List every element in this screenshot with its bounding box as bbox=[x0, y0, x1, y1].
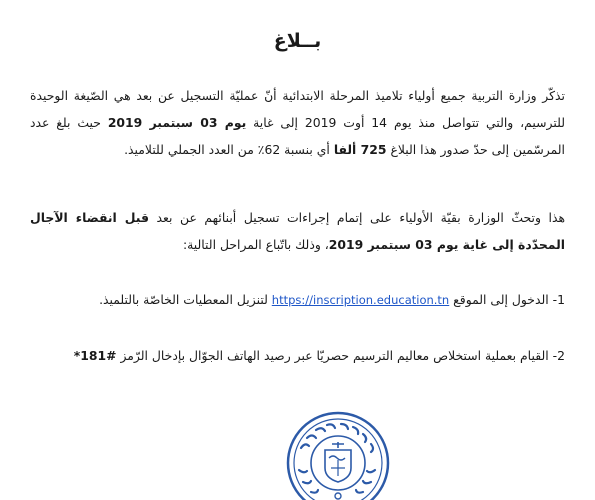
paragraph1-text-3: أي بنسبة 62٪ من العدد الجملي للتلاميذ. bbox=[124, 142, 334, 157]
paragraph1-text-1: تذكّر وزارة التربية جميع أولياء تلاميذ المرحلة الابتدائية أنّ عمليّة التسجيل عن بعد هي الصّيغة الوحيدة للترسيم، والتي تتواصل منذ يوم 14 أوت 2019 إلى غاية bbox=[30, 88, 565, 130]
ussd-code: *181# bbox=[73, 348, 117, 363]
paragraph2-text-1: هذا وتحثّ الوزارة بقيّة الأولياء على إتمام إجراءات تسجيل أبنائهم عن بعد bbox=[148, 210, 565, 225]
paragraph-registration-status bbox=[30, 82, 565, 163]
step1-number: 1- bbox=[552, 292, 565, 307]
paragraph-call-to-parents bbox=[30, 204, 565, 258]
notice-title: بــلاغ bbox=[273, 30, 322, 52]
step-2 bbox=[30, 342, 565, 369]
step1-text-before: الدخول إلى الموقع bbox=[449, 292, 553, 307]
paragraph2-deadline: قبل انقضاء الآجال المحدّدة إلى غاية يوم 03 سبتمبر 2019 bbox=[30, 210, 565, 252]
paragraph2-text-2: ، وذلك باتّباع المراحل التالية: bbox=[182, 237, 329, 252]
paragraph1-count: 725 ألفا bbox=[333, 142, 387, 157]
step-1 bbox=[30, 286, 565, 314]
step2-number: 2- bbox=[552, 348, 565, 363]
paragraph1-date: يوم 03 سبتمبر 2019 bbox=[107, 115, 247, 130]
ministry-seal-icon bbox=[283, 408, 393, 500]
step2-text: القيام بعملية استخلاص معاليم الترسيم حصريّا عبر رصيد الهاتف الجوّال بإدخال الرّمز bbox=[116, 348, 553, 363]
step1-text-after: لتنزيل المعطيات الخاصّة بالتلميذ. bbox=[99, 292, 272, 307]
seal-graphic bbox=[283, 408, 393, 500]
paragraph1-text-2: حيث بلغ عدد المرسّمين إلى حدّ صدور هذا البلاغ bbox=[30, 115, 565, 157]
inscription-link[interactable]: https://inscription.education.tn bbox=[271, 293, 450, 307]
